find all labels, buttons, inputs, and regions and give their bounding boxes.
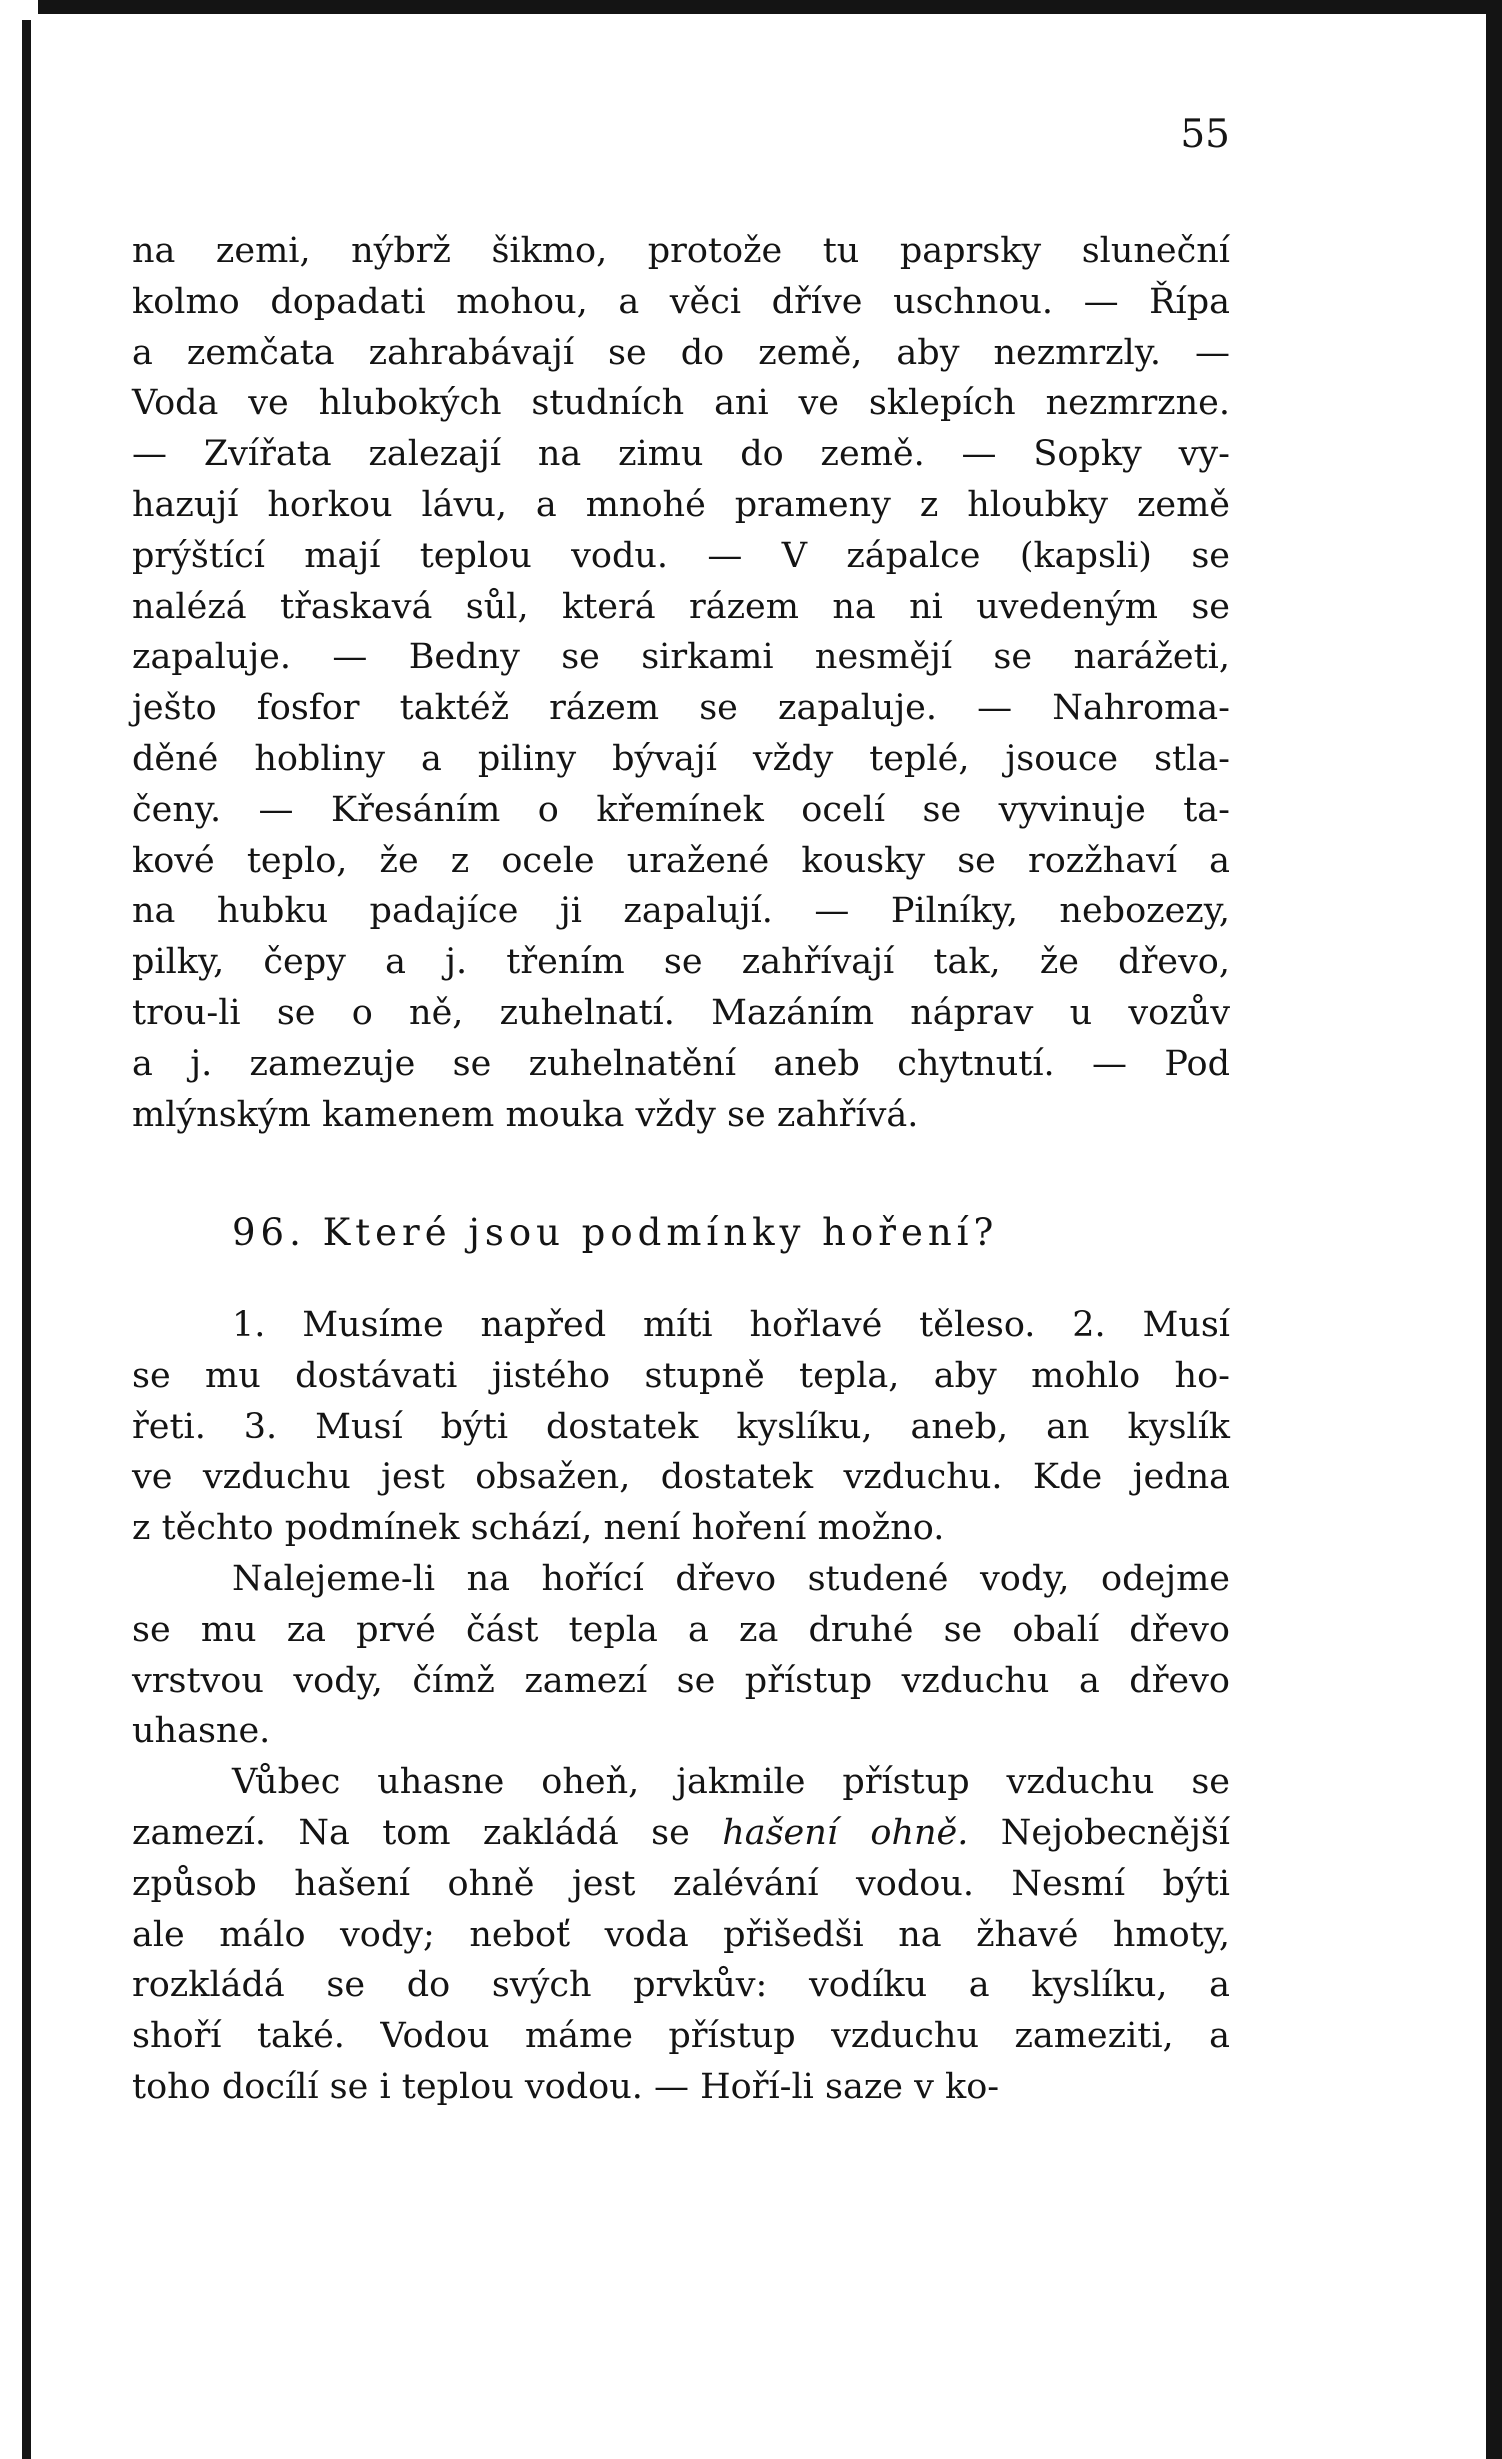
text-line: a j. zamezuje se zuhelnatění aneb chytnutí. — Pod (132, 1043, 1230, 1084)
text-line: Voda ve hlubokých studních ani ve sklepích nezmrzne. (132, 383, 1230, 424)
section-heading: 96. Které jsou podmínky hoření? (232, 1211, 999, 1254)
text-line: shoří také. Vodou máme přístup vzduchu zameziti, a (132, 2016, 1230, 2057)
text-line: toho docílí se i teplou vodou. — Hoří-li saze v ko- (132, 2066, 1000, 2107)
text-line: 1. Musíme napřed míti hořlavé těleso. 2. Musí (232, 1305, 1230, 1345)
text-segment: Nejobecnější (968, 1812, 1230, 1853)
paragraph-1 (132, 226, 1230, 1140)
text-line: na hubku padajíce ji zapalují. — Pilníky, nebozezy, (132, 891, 1230, 932)
scan-left-edge (0, 0, 38, 2459)
text-line: zapaluje. — Bedny se sirkami nesmějí se narážeti, (132, 637, 1230, 678)
scan-top-edge (0, 0, 1502, 14)
text-line: trou-li se o ně, zuhelnatí. Mazáním náprav u vozův (132, 992, 1230, 1033)
text-line: řeti. 3. Musí býti dostatek kyslíku, aneb, an kyslík (132, 1406, 1230, 1447)
text-line: nalézá třaskavá sůl, která rázem na ni uvedeným se (132, 586, 1230, 627)
text-line: uhasne. (132, 1711, 271, 1752)
text-line: kolmo dopadati mohou, a věci dříve uschnou. — Řípa (132, 281, 1230, 322)
text-line: rozkládá se do svých prvkův: vodíku a kyslíku, a (132, 1965, 1230, 2006)
text-line: prýštící mají teplou vodu. — V zápalce (kapsli) se (132, 535, 1230, 576)
text-line: děné hobliny a piliny bývají vždy teplé, jsouce stla- (132, 738, 1230, 779)
paragraphs-2-4 (132, 1300, 1230, 2113)
text-line: ale málo vody; neboť voda přišedši na žhavé hmoty, (132, 1914, 1230, 1955)
text-line: způsob hašení ohně jest zalévání vodou. Nesmí býti (132, 1863, 1230, 1904)
scan-right-edge (1486, 0, 1502, 2459)
text-line: Nalejeme-li na hořící dřevo studené vody, odejme (232, 1558, 1230, 1599)
text-line (132, 1808, 1230, 1859)
text-line: hazují horkou lávu, a mnohé prameny z hloubky země (132, 484, 1230, 525)
text-segment: zamezí. Na tom zakládá se (132, 1812, 723, 1853)
text-line: ve vzduchu jest obsažen, dostatek vzduchu. Kde jedna (132, 1457, 1230, 1498)
text-line: mlýnským kamenem mouka vždy se zahřívá. (132, 1094, 919, 1135)
text-line: kové teplo, že z ocele uražené kousky se rozžhaví a (132, 840, 1230, 881)
text-line: a zemčata zahrabávají se do země, aby nezmrzly. — (132, 332, 1230, 373)
text-line: se mu dostávati jistého stupně tepla, aby mohlo ho- (132, 1355, 1230, 1396)
text-line: vrstvou vody, čímž zamezí se přístup vzduchu a dřevo (132, 1660, 1230, 1701)
text-line: — Zvířata zalezají na zimu do země. — Sopky vy- (132, 434, 1230, 475)
text-line: z těchto podmínek schází, není hoření možno. (132, 1508, 945, 1549)
text-line: čeny. — Křesáním o křemínek ocelí se vyvinuje ta- (132, 789, 1230, 830)
text-line: pilky, čepy a j. třením se zahřívají tak, že dřevo, (132, 942, 1230, 983)
italic-term: hašení ohně. (722, 1812, 969, 1853)
text-line: se mu za prvé část tepla a za druhé se obalí dřevo (132, 1609, 1230, 1650)
text-line: Vůbec uhasne oheň, jakmile přístup vzduchu se (232, 1762, 1230, 1803)
page-number: 55 (1180, 112, 1230, 157)
text-line: ješto fosfor taktéž rázem se zapaluje. — Nahroma- (132, 688, 1230, 729)
text-line: na zemi, nýbrž šikmo, protože tu paprsky sluneční (132, 231, 1230, 271)
